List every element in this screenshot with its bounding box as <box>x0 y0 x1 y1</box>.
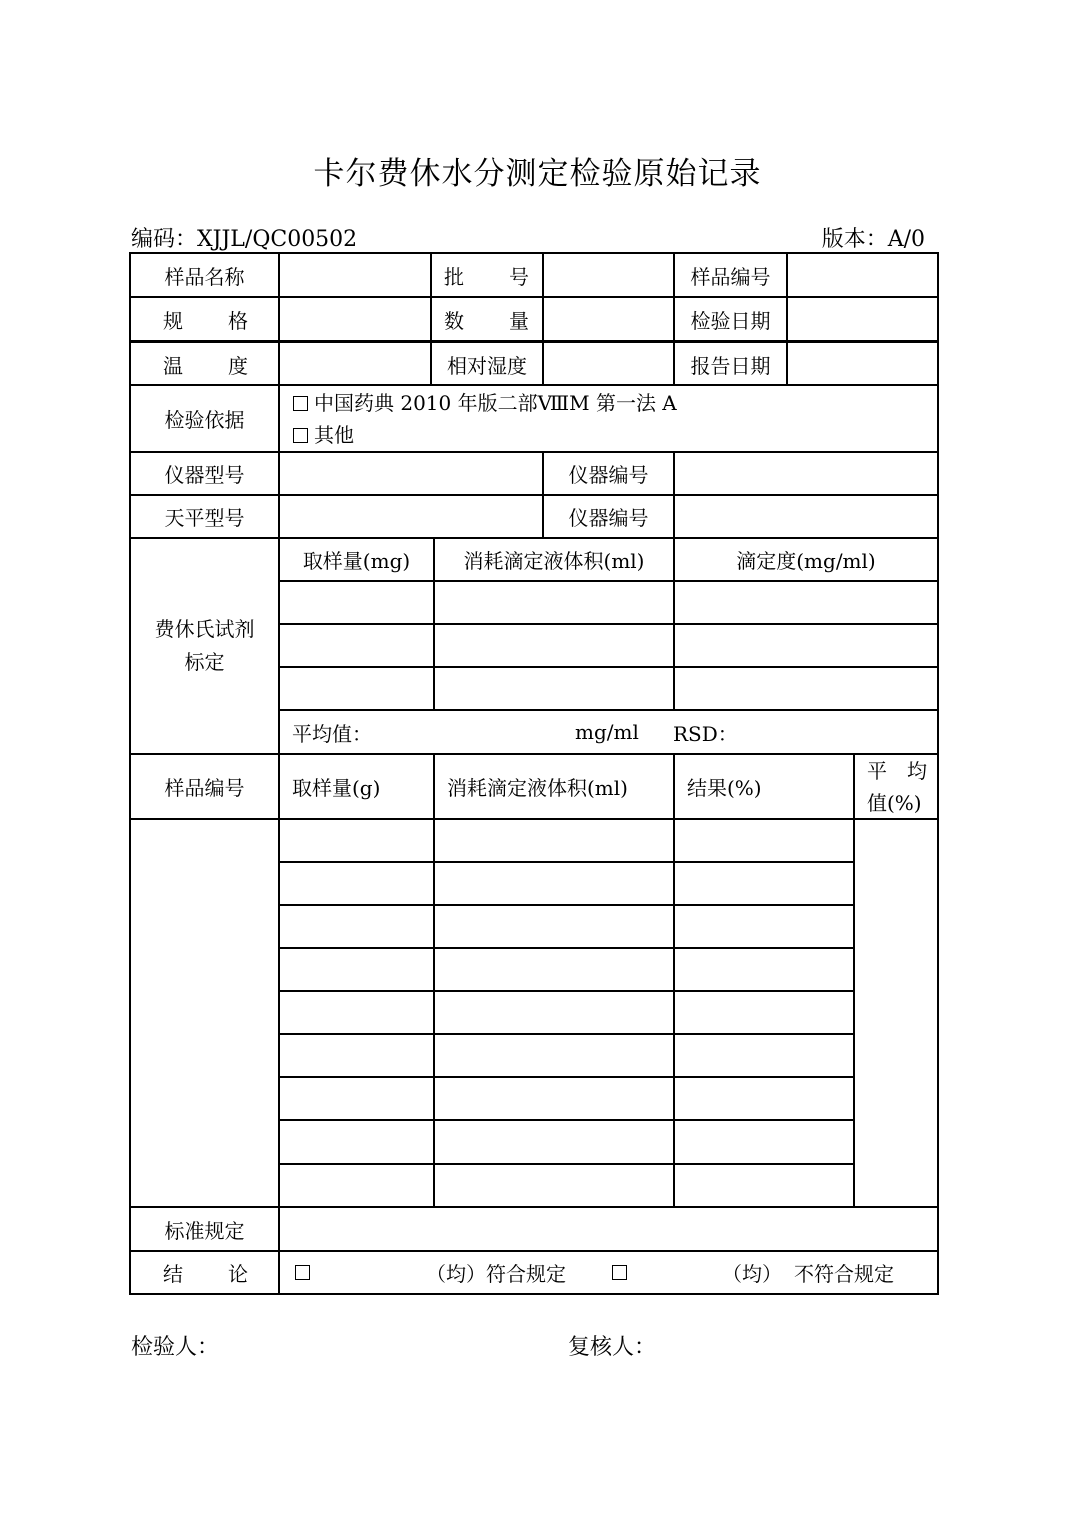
conclusion-label-char2: 论 <box>228 1262 248 1286</box>
results-header-average-line2: 值(%) <box>867 790 922 815</box>
row-divider <box>279 990 855 992</box>
row-divider <box>279 580 939 582</box>
test-basis-options <box>280 386 937 451</box>
conclusion-label <box>131 1252 278 1293</box>
calibration-header-sample-mass: 取样量(mg) <box>302 549 411 573</box>
row-divider <box>279 861 855 863</box>
table-border-right <box>937 252 939 1295</box>
results-header-result: 结果(%) <box>687 776 762 800</box>
conclusion-comply-checkbox[interactable] <box>295 1265 310 1280</box>
column-divider <box>433 753 435 1207</box>
column-divider <box>853 753 855 1207</box>
basis-option-pharmacopoeia-text: 中国药典 2010 年版二部ⅧM 第一法 A <box>314 390 677 415</box>
reagent-calibration-label-line1: 费休氏试剂 <box>154 617 255 641</box>
row-divider <box>279 1119 855 1121</box>
batch-number-label-char1: 批 <box>444 265 464 289</box>
column-divider <box>542 252 544 385</box>
row-divider <box>279 666 939 668</box>
results-header-average <box>855 755 937 818</box>
conclusion-label-char1: 结 <box>163 1262 183 1286</box>
quantity-label <box>432 298 542 341</box>
calibration-rsd-label: RSD： <box>673 721 738 746</box>
results-header-average-char2: 均 <box>907 758 927 783</box>
document-code: 编码：XJJL/QC00502 <box>131 227 358 252</box>
calibration-average-unit: mg/ml <box>575 720 639 744</box>
column-divider <box>673 451 675 538</box>
sample-number-label: 样品编号 <box>690 265 771 289</box>
specification-label-char2: 格 <box>228 309 248 333</box>
results-header-titrant-volume: 消耗滴定液体积(ml) <box>447 776 628 800</box>
specification-label <box>131 298 278 341</box>
batch-number-label <box>432 254 542 297</box>
instrument-model-label: 仪器型号 <box>164 463 245 487</box>
balance-model-label: 天平型号 <box>164 506 245 530</box>
report-date-label: 报告日期 <box>690 353 771 378</box>
tester-signature-label: 检验人： <box>131 1335 220 1360</box>
conclusion-not-comply-prefix: （均） <box>722 1262 782 1286</box>
quantity-label-char1: 数 <box>444 309 464 333</box>
sample-name-label: 样品名称 <box>164 265 245 289</box>
reagent-calibration-label-line2: 标定 <box>184 650 225 674</box>
row-divider <box>279 623 939 625</box>
relative-humidity-label: 相对湿度 <box>447 353 527 378</box>
temperature-label <box>131 343 278 385</box>
calibration-average-label: 平均值： <box>292 721 372 746</box>
balance-number-label: 仪器编号 <box>568 506 649 530</box>
batch-number-label-char2: 号 <box>509 265 529 289</box>
standard-label: 标准规定 <box>164 1218 245 1243</box>
test-basis-label: 检验依据 <box>164 408 245 432</box>
calibration-average-row <box>280 711 937 753</box>
checkbox-icon[interactable] <box>293 396 308 411</box>
results-header-sample-mass: 取样量(g) <box>292 776 381 800</box>
conclusion-comply-text: （均）符合规定 <box>426 1262 566 1286</box>
row-divider <box>279 1163 855 1165</box>
results-header-average-char1: 平 <box>867 758 887 783</box>
specification-label-char1: 规 <box>163 309 183 333</box>
conclusion-options <box>280 1252 937 1293</box>
basis-option-pharmacopoeia[interactable] <box>293 387 677 419</box>
page-title: 卡尔费休水分测定检验原始记录 <box>313 156 762 192</box>
column-divider <box>673 753 675 1207</box>
instrument-number-label: 仪器编号 <box>568 463 649 487</box>
row-divider <box>279 1033 855 1035</box>
row-divider <box>279 904 855 906</box>
checkbox-icon[interactable] <box>293 428 308 443</box>
reagent-calibration-label <box>131 539 278 753</box>
table-border-bottom <box>129 1293 939 1295</box>
basis-option-other-text: 其他 <box>314 422 354 447</box>
row-divider <box>279 1076 855 1078</box>
temperature-label-char1: 温 <box>163 353 183 378</box>
conclusion-not-comply-checkbox[interactable] <box>612 1265 627 1280</box>
calibration-header-titer: 滴定度(mg/ml) <box>736 549 876 573</box>
column-divider <box>786 252 788 385</box>
row-divider <box>279 947 855 949</box>
document-version: 版本：A/0 <box>821 227 925 252</box>
calibration-header-titrant-volume: 消耗滴定液体积(ml) <box>463 549 645 573</box>
basis-option-other[interactable] <box>293 419 354 451</box>
row-divider <box>129 818 939 820</box>
conclusion-not-comply-text: 不符合规定 <box>794 1262 894 1286</box>
temperature-label-char2: 度 <box>228 353 248 378</box>
results-header-sample-number: 样品编号 <box>164 776 245 800</box>
quantity-label-char2: 量 <box>509 309 529 333</box>
test-date-label: 检验日期 <box>690 309 771 333</box>
reviewer-signature-label: 复核人： <box>568 1335 657 1360</box>
